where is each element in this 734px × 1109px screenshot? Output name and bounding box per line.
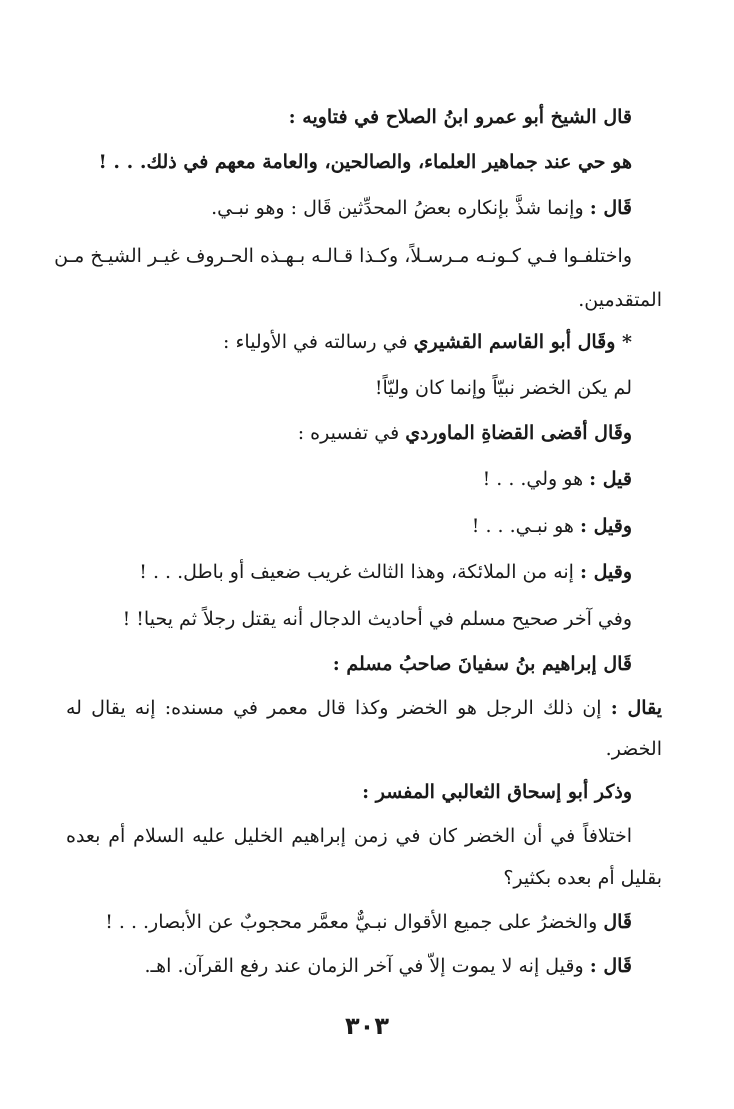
text-line-7: لم يكن الخضر نبيّاً وإنما كان وليّاً! <box>374 377 632 399</box>
text-line-9: قيل : هو ولي. . . ! <box>482 468 632 490</box>
text-line-3: قَال : وإنما شذَّ بإنكاره بعضُ المحدِّثين قَال : وهو نبـي. <box>211 197 632 219</box>
page-number: ٣٠٣ <box>345 1012 389 1040</box>
text-line-8: وقَال أقضى القضاةِ الماوردي في تفسيره : <box>297 422 632 444</box>
text-line-2: هو حي عند جماهير العلماء، والصالحين، والعامة معهم في ذلك. . . ! <box>98 151 632 173</box>
text-line-4: واختلفـوا فـي كـونـه مـرسـلاً، وكـذا قـالـه بـهـذه الحـروف غيـر الشيـخ مـن <box>54 245 632 267</box>
text-line-10: وقيل : هو نبـي. . . ! <box>471 515 632 537</box>
text-line-14: يقال : إن ذلك الرجل هو الخضر وكذا قال معمر في مسنده: إنه يقال له <box>66 697 662 719</box>
text-line-1: قال الشيخ أبو عمرو ابنُ الصلاح في فتاويه : <box>288 106 632 128</box>
text-line-17: اختلافاً في أن الخضر كان في زمن إبراهيم الخليل عليه السلام أم بعده <box>66 825 632 847</box>
text-line-16: وذكر أبو إسحاق الثعالبي المفسر : <box>362 781 632 803</box>
text-line-20: قَال : وقيل إنه لا يموت إلاّ في آخر الزمان عند رفع القرآن. اهـ. <box>144 955 632 977</box>
text-line-19: قَال والخضرُ على جميع الأقوال نبـيٌّ معمَّر محجوبٌ عن الأبصار. . . ! <box>105 911 632 933</box>
text-line-18: بقليل أم بعده بكثير؟ <box>503 867 662 889</box>
text-line-12: وفي آخر صحيح مسلم في أحاديث الدجال أنه يقتل رجلاً ثم يحيا! ! <box>122 608 632 630</box>
text-line-6: * وقَال أبو القاسم القشيري في رسالته في الأولياء : <box>223 331 632 353</box>
text-line-5: المتقدمين. <box>578 289 662 311</box>
text-line-11: وقيل : إنه من الملائكة، وهذا الثالث غريب ضعيف أو باطل. . . ! <box>139 561 632 583</box>
text-line-13: قَال إبراهيم بنُ سفيانَ صاحبُ مسلم : <box>332 653 632 675</box>
text-line-15: الخضر. <box>605 738 662 760</box>
